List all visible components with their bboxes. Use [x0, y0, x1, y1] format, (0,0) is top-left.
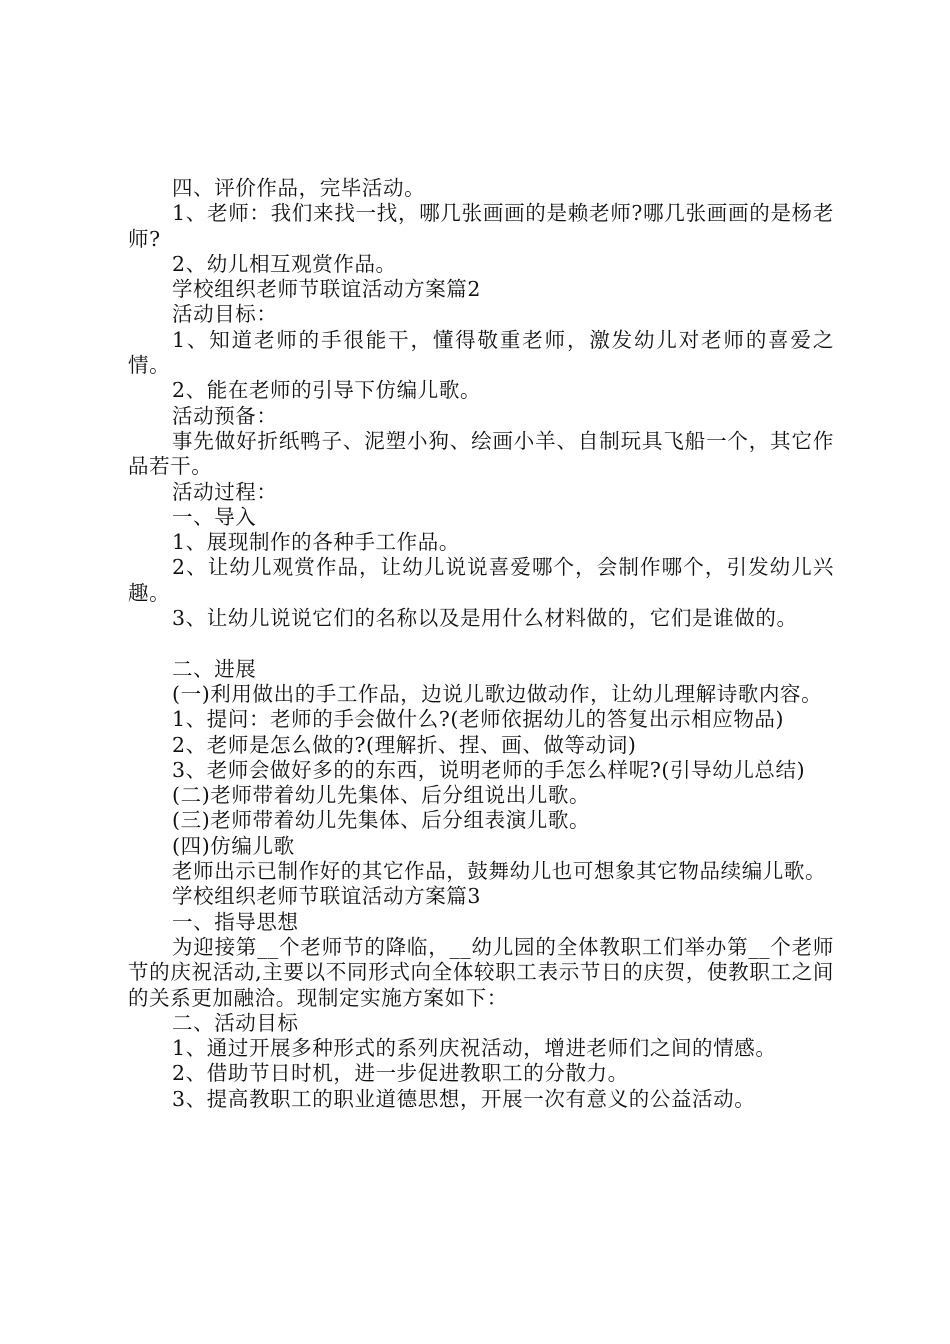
blank-line — [128, 631, 834, 656]
paragraph: 一、导入 — [172, 504, 257, 529]
paragraph: 1、提问：老师的手会做什么?(老师依据幼儿的答复出示相应物品) — [172, 707, 785, 732]
paragraph: 2、幼儿相互观赏作品。 — [172, 251, 397, 276]
paragraph: 二、进展 — [172, 656, 257, 681]
paragraph: 2、借助节日时机，进一步促进教职工的分散力。 — [172, 1061, 629, 1086]
paragraph: 3、老师会做好多的的东西，说明老师的手怎么样呢?(引导幼儿总结) — [172, 757, 806, 782]
paragraph: (一)利用做出的手工作品，边说儿歌边做动作，让幼儿理解诗歌内容。 — [172, 681, 823, 706]
paragraph: 3、让幼儿说说它们的名称以及是用什么材料做的，它们是谁做的。 — [172, 606, 798, 631]
paragraph: (三)老师带着幼儿先集体、后分组表演儿歌。 — [172, 808, 591, 833]
paragraph: 1、通过开展多种形式的系列庆祝活动，增进老师们之间的情感。 — [172, 1036, 777, 1061]
document-body — [128, 176, 834, 1112]
paragraph: 3、提高教职工的职业道德思想，开展一次有意义的公益活动。 — [172, 1086, 756, 1111]
paragraph: 事先做好折纸鸭子、泥塑小狗、绘画小羊、自制玩具飞船一个，其它作品若干。 — [128, 428, 834, 479]
section-heading: 学校组织老师节联谊活动方案篇2 — [172, 277, 482, 302]
paragraph: 一、指导思想 — [172, 909, 299, 934]
paragraph: 老师出示已制作好的其它作品，鼓舞幼儿也可想象其它物品续编儿歌。 — [172, 859, 827, 884]
paragraph: 1、展现制作的各种手工作品。 — [172, 530, 460, 555]
paragraph: 为迎接第__个老师节的降临，__幼儿园的全体教职工们举办第__个老师节的庆祝活动,主要以不同形式向全体较职工表示节日的庆贺，使教职工之间的关系更加融洽。现制定实施方案如下： — [128, 934, 834, 1010]
paragraph: 活动目标： — [172, 302, 278, 327]
paragraph: 活动预备： — [172, 403, 278, 428]
paragraph: 2、老师是怎么做的?(理解折、捏、画、做等动词) — [172, 732, 637, 757]
paragraph: 2、让幼儿观赏作品，让幼儿说说喜爱哪个，会制作哪个，引发幼儿兴趣。 — [128, 555, 834, 605]
paragraph: 活动过程： — [172, 479, 278, 504]
section-heading: 学校组织老师节联谊活动方案篇3 — [172, 884, 482, 909]
paragraph: 1、知道老师的手很能干，懂得敬重老师，激发幼儿对老师的喜爱之情。 — [128, 327, 834, 378]
paragraph: 二、活动目标 — [172, 1010, 299, 1035]
paragraph: (二)老师带着幼儿先集体、后分组说出儿歌。 — [172, 783, 591, 808]
paragraph: 四、评价作品，完毕活动。 — [172, 176, 426, 200]
paragraph: 1、老师：我们来找一找，哪几张画画的是赖老师?哪几张画画的是杨老师? — [128, 201, 834, 251]
paragraph: (四)仿编儿歌 — [172, 833, 295, 858]
paragraph: 2、能在老师的引导下仿编儿歌。 — [172, 378, 482, 403]
